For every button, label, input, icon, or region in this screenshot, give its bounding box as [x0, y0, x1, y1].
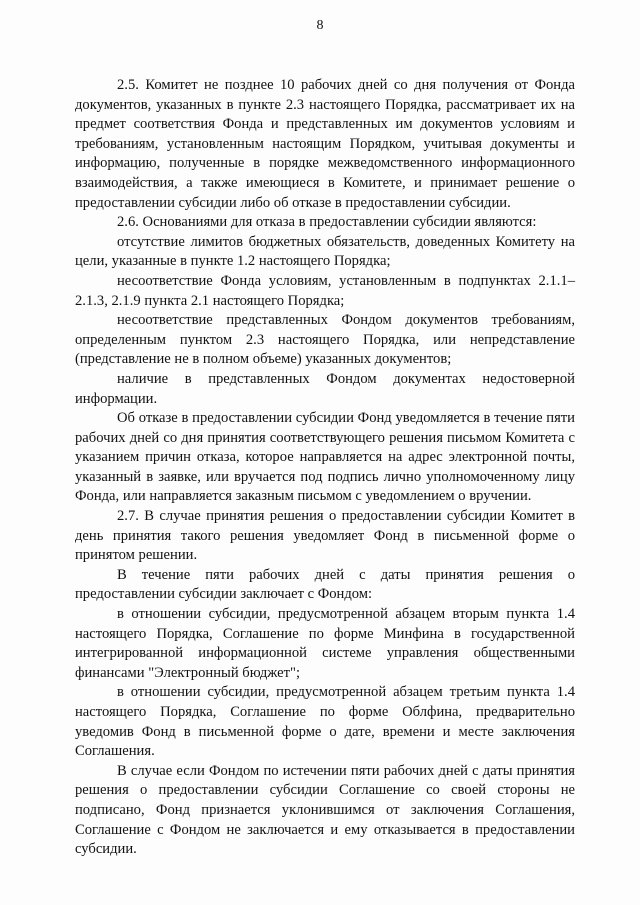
- refusal-notification: Об отказе в предоставлении субсидии Фонд уведомляется в течение пяти рабочих дней со дня принятия соответствующего решения письмом Комитета с указанием причин отказа, которое направляется на адрес электронной почты, указанный в заявке, или вручается под подпись лично уполномоченному лицу Фонда, или направляется заказным письмом с уведомлением о вручении.: [75, 410, 575, 505]
- refusal-reason-limits: отсутствие лимитов бюджетных обязательств, доведенных Комитету на цели, указанные в пункте 1.2 настоящего Порядка;: [75, 233, 575, 270]
- paragraph-2-7: 2.7. В случае принятия решения о предоставлении субсидии Комитет в день принятия такого решения уведомляет Фонд в письменной форме о принятом решении.: [75, 508, 575, 564]
- agreement-oblfin-form: в отношении субсидии, предусмотренной абзацем третьим пункта 1.4 настоящего Порядка, Соглашение по форме Облфина, предварительно уведомив Фонд в письменной форме о дате, времени и месте заключения Соглашения.: [75, 684, 575, 760]
- agreement-deadline: В течение пяти рабочих дней с даты принятия решения о предоставлении субсидии заключает с Фондом:: [75, 566, 575, 603]
- refusal-reason-documents: несоответствие представленных Фондом документов требованиям, определенным пунктом 2.3 настоящего Порядка, или непредставление (представление не в полном объеме) указанных документов;: [75, 312, 575, 368]
- paragraph-2-5: 2.5. Комитет не позднее 10 рабочих дней со дня получения от Фонда документов, указанных в пункте 2.3 настоящего Порядка, рассматривает их на предмет соответствия Фонда и представленных им документов условиям и требованиям, установленным настоящим Порядком, учитывая документы и информацию, полученные в порядке межведомственного информационного взаимодействия, а также имеющиеся в Комитете, и принимает решение о предоставлении субсидии либо об отказе в предоставлении субсидии.: [75, 77, 575, 211]
- agreement-minfin-form: в отношении субсидии, предусмотренной абзацем вторым пункта 1.4 настоящего Порядка, Соглашение по форме Минфина в государственной интегрированной информационной системе управления общественными финансами "Электронный бюджет";: [75, 606, 575, 681]
- paragraph-2-6-heading: 2.6. Основаниями для отказа в предоставлении субсидии являются:: [117, 214, 537, 231]
- refusal-reason-false-info: наличие в представленных Фондом документах недостоверной информации.: [75, 370, 575, 407]
- document-body: [75, 76, 575, 860]
- evasion-clause: В случае если Фондом по истечении пяти рабочих дней с даты принятия решения о предоставлении субсидии Соглашение со своей стороны не подписано, Фонд признается уклонившимся от заключения Соглашения, Соглашение с Фондом не заключается и ему отказывается в предоставлении субсидии.: [75, 762, 575, 858]
- page-number: 8: [316, 18, 324, 33]
- refusal-reason-conditions: несоответствие Фонда условиям, установленным в подпунктах 2.1.1–2.1.3, 2.1.9 пункта 2.1 настоящего Порядка;: [75, 272, 575, 309]
